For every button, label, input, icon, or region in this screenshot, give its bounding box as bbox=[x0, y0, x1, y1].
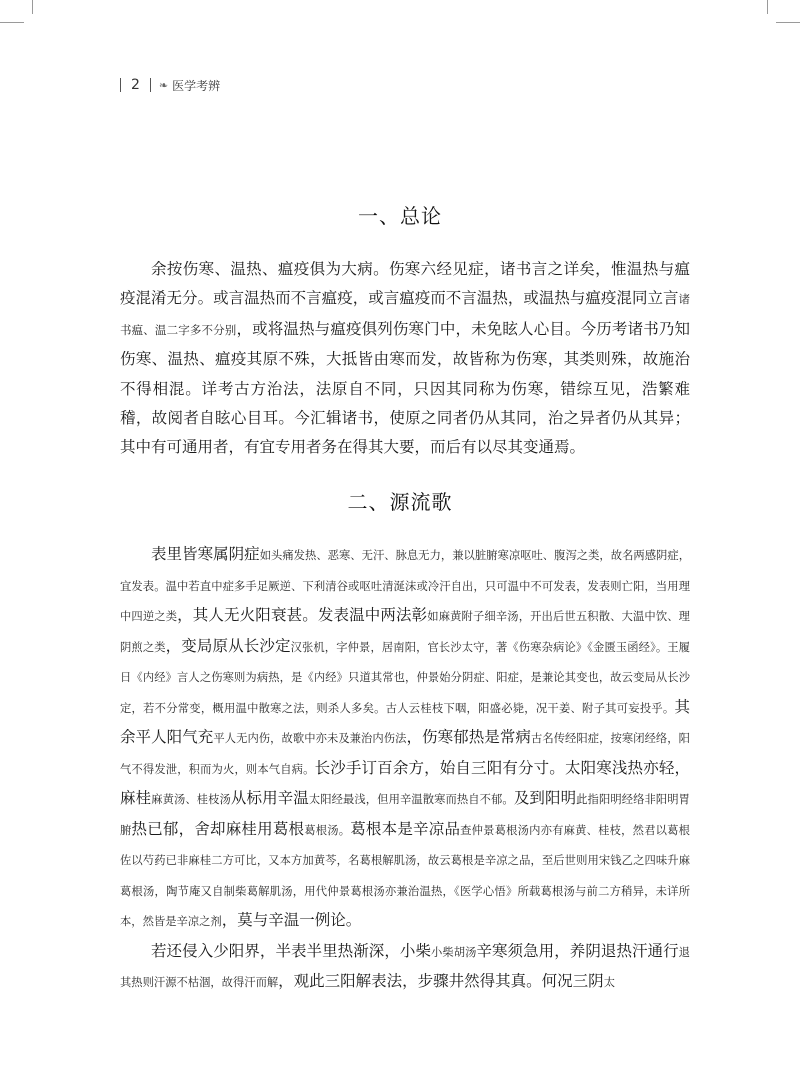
main-text: ，其人无火阳衰甚。发表温中两法彰 bbox=[177, 606, 428, 624]
annotation-text: 诸书瘟、温二字多不分别 bbox=[120, 292, 690, 337]
annotation-text: 太 bbox=[603, 976, 615, 989]
overview-paragraph bbox=[120, 255, 690, 463]
annotation-text: 小柴胡汤 bbox=[431, 945, 477, 959]
annotation-text: 太阳经最浅，但用辛温散寒而热自不郁。 bbox=[308, 793, 514, 806]
annotation-text: 此指阳明经络非阳明胃腑 bbox=[120, 793, 690, 837]
main-text: 其余平人阳气充 bbox=[120, 697, 690, 746]
annotation-text: 退其热则汗源不枯涸，故得汗而解 bbox=[120, 945, 690, 989]
crop-mark bbox=[32, 0, 33, 14]
crop-mark bbox=[776, 22, 800, 23]
main-text: ，观此三阳解表法，步骤井然得其真。何况三阴 bbox=[278, 972, 604, 990]
main-text: 余按伤寒、温热、瘟疫俱为大病。伤寒六经见症，诸书言之详矣，惟温热与瘟疫混淆无分。或言温热而不言瘟疫，或言瘟疫而不言温热，或温热与瘟疫混同立言 bbox=[120, 260, 690, 308]
origin-song-body bbox=[120, 540, 690, 998]
main-text: 及到阳明 bbox=[513, 789, 577, 807]
page-number: 2 bbox=[131, 77, 140, 93]
section-heading-overview: 一、总论 bbox=[358, 204, 442, 228]
section-heading-origin-song: 二、源流歌 bbox=[347, 490, 453, 514]
main-text: 表里皆寒属阴症 bbox=[151, 545, 260, 563]
annotation-text: 葛根汤。 bbox=[304, 823, 351, 837]
main-text: ，伤寒郁热是常病 bbox=[406, 728, 531, 746]
book-title: 医学考辨 bbox=[172, 78, 221, 93]
crop-mark bbox=[767, 0, 768, 14]
annotation-text: 如麻黄附子细辛汤，开出后世五积散、大温中饮、理阴煎之类 bbox=[120, 610, 690, 654]
header-divider bbox=[120, 78, 121, 92]
annotation-text: 如头痛发热、恶寒、无汗、脉息无力，兼以脏腑寒凉呕吐、腹泻之类，故名两感阴症，宜发表。温中若直中症多手足厥逆、下利清谷或呕吐清涎沫或冷汗自出，只可温中不可发表，发表则亡阳，当用理中四逆之类 bbox=[120, 549, 690, 623]
verse-paragraph bbox=[120, 540, 690, 937]
verse-paragraph bbox=[120, 937, 690, 998]
annotation-text: 古名传经阳症，按寒闭经络，阳气不得发泄，积而为火，则本气自病。 bbox=[120, 732, 690, 776]
leaf-icon: ❧ bbox=[158, 78, 169, 92]
main-text: 若还侵入少阳界，半表半里热渐深，小柴 bbox=[151, 941, 432, 960]
main-text: 辛寒须急用，养阴退热汗通行 bbox=[476, 941, 679, 960]
main-text: 从标用辛温 bbox=[230, 789, 309, 807]
main-text: ，变局原从长沙定 bbox=[165, 636, 291, 655]
header-divider bbox=[150, 78, 151, 92]
main-text: 热已郁，舍却麻桂用葛根 bbox=[131, 819, 305, 838]
main-text: 葛根本是辛凉品 bbox=[350, 819, 461, 838]
running-header bbox=[120, 76, 220, 94]
annotation-text: 汉张机，字仲景，居南阳，官长沙太守，著《伤寒杂病论》《金匮玉函经》。王履日《内经》言人之伤寒则为病热，是《内经》只道其常也，仲景始分阴症、阳症，是兼论其变也，故云变局从长沙定，若不分常变，概用温中散寒之法，则杀人多矣。古人云桂枝下咽，阳盛必毙，况干姜、附子其可妄投乎。 bbox=[120, 640, 690, 715]
main-text: ，莫与辛温一例论。 bbox=[221, 911, 362, 929]
annotation-text: 查仲景葛根汤内亦有麻黄、桂枝，然君以葛根佐以芍药已非麻桂二方可比，又本方加黄芩，名葛根解肌汤，故云葛根是辛凉之品，至后世则用宋钱乙之四味升麻葛根汤，陶节庵又自制柴葛解肌汤，用代仲景葛根汤亦兼治温热，《医学心悟》所载葛根汤与前二方稍异，未详所本，然皆是辛凉之剂 bbox=[120, 823, 690, 928]
crop-mark bbox=[0, 22, 24, 23]
main-text: 长沙手订百余方，始自三阳有分寸。太阳寒浅热亦轻，麻桂 bbox=[120, 758, 690, 807]
main-text: ，或将温热与瘟疫俱列伤寒门中，未免眩人心目。今历考诸书乃知伤寒、温热、瘟疫其原不殊，大抵皆由寒而发，故皆称为伤寒，其类则殊，故施治不得相混。详考古方治法，法原自不同，只因其同称为伤寒，错综互见，浩繁难稽，故阅者自眩心目耳。今汇辑诸书，使原之同者仍从其同，治之异者仍从其异；其中有可通用者，有宜专用者务在得其大要，而后有以尽其变通焉。 bbox=[120, 319, 690, 457]
annotation-text: 平人无内伤，故歌中亦未及兼治内伤法 bbox=[213, 732, 407, 745]
annotation-text: 麻黄汤、桂枝汤 bbox=[151, 793, 231, 806]
